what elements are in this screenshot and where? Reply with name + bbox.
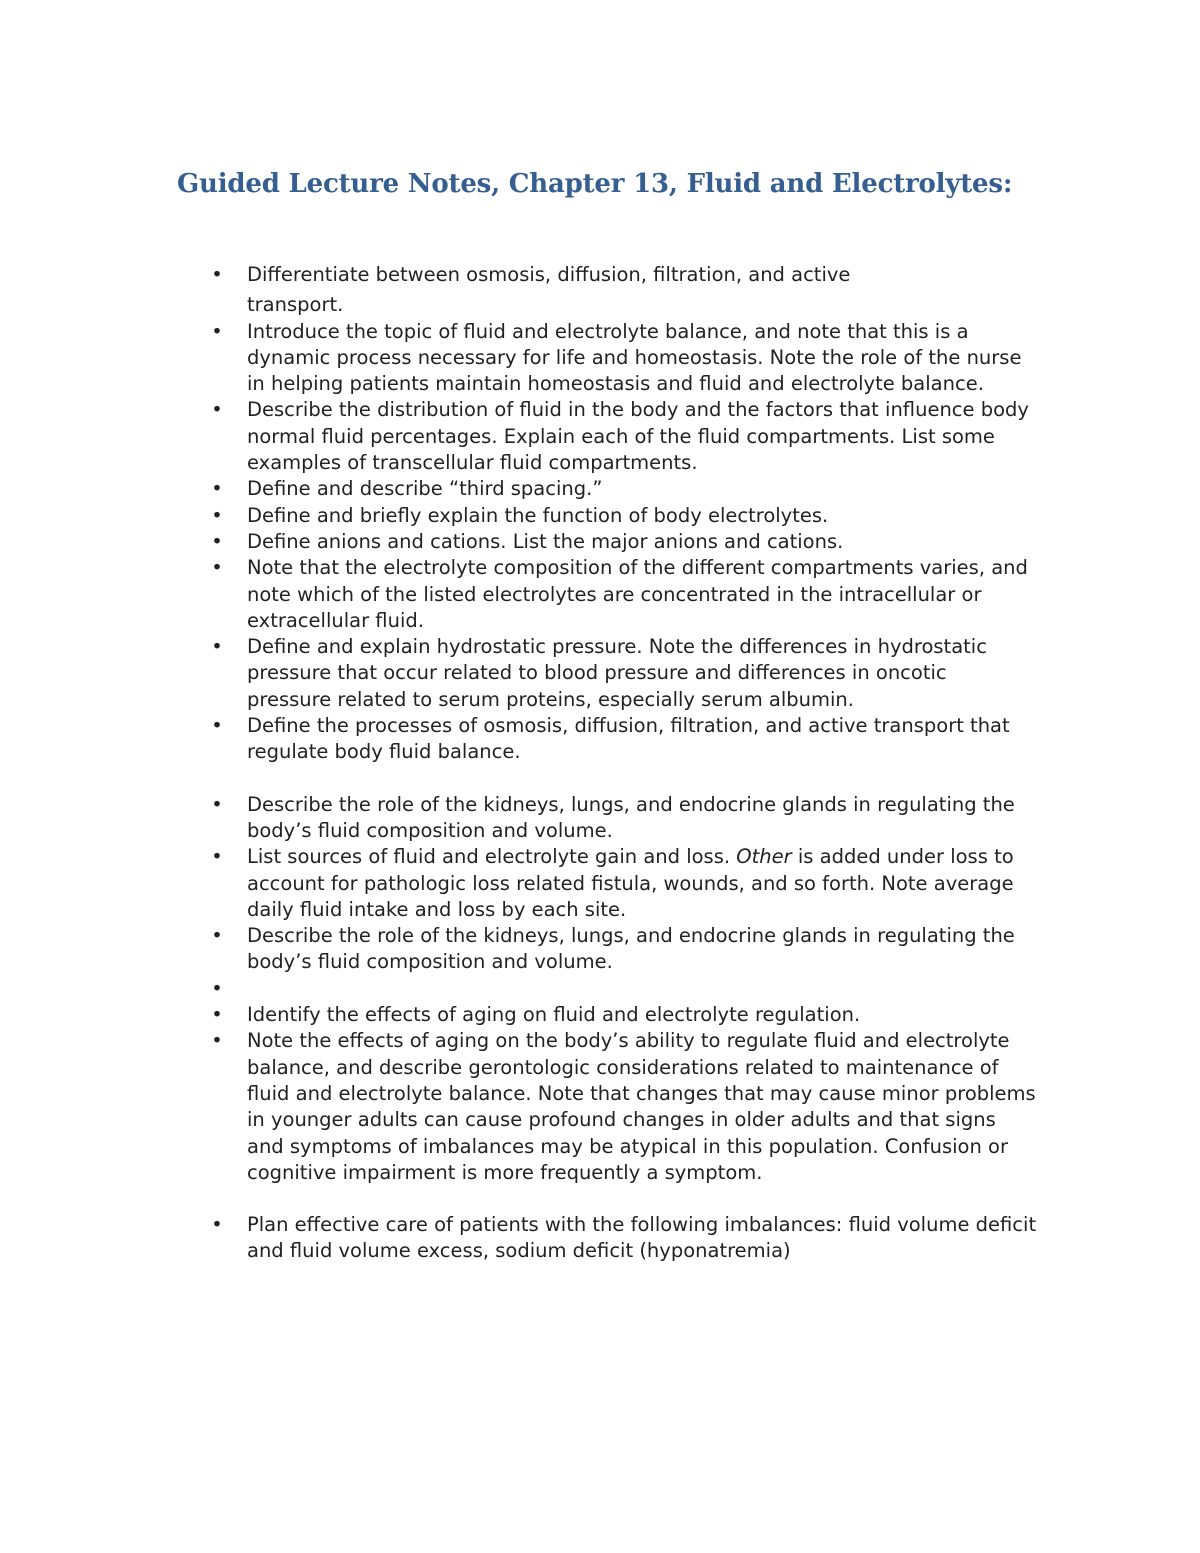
bullet-icon: • <box>211 1213 223 1237</box>
list-item <box>0 1002 1037 1028</box>
list-item <box>0 476 1037 502</box>
list-item-empty <box>0 976 1037 1002</box>
bullet-icon: • <box>211 529 223 553</box>
list-item-text: Define and briefly explain the function of body electrolytes. <box>247 503 829 527</box>
bullet-icon: • <box>211 319 223 343</box>
emphasized-word: Other <box>736 845 792 869</box>
list-item <box>0 713 1037 766</box>
bullet-icon: • <box>211 714 223 738</box>
list-item <box>0 634 1037 713</box>
list-item-text: Define and describe “third spacing.” <box>247 477 603 501</box>
list-item <box>0 503 1037 529</box>
list-item <box>0 262 1037 319</box>
list-item-text: Note that the electrolyte composition of the different compartments varies, and note which of the listed electrolytes are concentrated in the intracellular or extracellular fluid. <box>247 556 1028 632</box>
list-item-text: Define the processes of osmosis, diffusion, filtration, and active transport that regulate body fluid balance. <box>247 714 1010 764</box>
bullet-icon: • <box>211 503 223 527</box>
list-item-text: Describe the role of the kidneys, lungs, and endocrine glands in regulating the body’s fluid composition and volume. <box>247 924 1015 974</box>
bullet-icon: • <box>211 477 223 501</box>
list-item-text-part: List sources of fluid and electrolyte gain and loss. <box>247 845 737 869</box>
list-item <box>0 1028 1037 1186</box>
list-item <box>0 923 1037 976</box>
bullet-icon: • <box>211 1029 223 1053</box>
list-item-text: Describe the role of the kidneys, lungs, and endocrine glands in regulating the body’s fluid composition and volume. <box>247 792 1015 842</box>
list-item-text: Describe the distribution of fluid in the body and the factors that influence body normal fluid percentages. Explain each of the fluid compartments. List some examples of transcellular fluid compartments. <box>247 398 1029 475</box>
bullet-icon: • <box>211 556 223 580</box>
list-item <box>0 844 1037 923</box>
bullet-icon: • <box>211 924 223 948</box>
bullet-icon: • <box>211 1003 223 1027</box>
list-item-text-continued: transport. <box>247 293 344 317</box>
bullet-icon: • <box>211 635 223 659</box>
list-item-text: Identify the effects of aging on fluid and electrolyte regulation. <box>247 1003 861 1027</box>
list-item-text: Define and explain hydrostatic pressure. Note the differences in hydrostatic pressure that occur related to blood pressure and differences in oncotic pressure related to serum proteins, especially serum albumin. <box>247 635 987 711</box>
list-item <box>0 555 1037 634</box>
list-item-text: Plan effective care of patients with the following imbalances: fluid volume deficit and fluid volume excess, sodium deficit (hyponatremia) <box>247 1213 1037 1263</box>
list-item-text-part: is added under loss to account for pathologic loss related fistula, wounds, and so forth. Note average daily fluid intake and loss by each site. <box>247 845 1014 921</box>
list-item-text: Introduce the topic of fluid and electrolyte balance, and note that this is a dynamic process necessary for life and homeostasis. Note the role of the nurse in helping patients maintain homeostasis and fluid and electrolyte balance. <box>247 319 1022 396</box>
list-item <box>0 529 1037 555</box>
list-item-text: Define anions and cations. List the major anions and cations. <box>247 529 844 553</box>
bullet-icon: • <box>211 845 223 869</box>
list-item <box>0 319 1037 398</box>
bullet-icon: • <box>211 398 223 422</box>
page-title: Guided Lecture Notes, Chapter 13, Fluid and Electrolytes: <box>177 169 1013 199</box>
list-item-text: Note the effects of aging on the body’s ability to regulate fluid and electrolyte balance, and describe gerontologic considerations related to maintenance of fluid and electrolyte balance. Note that changes that may cause minor problems in younger adults can cause profound changes in older adults and that signs and symptoms of imbalances may be atypical in this population. Confusion or cognitive impairment is more frequently a symptom. <box>247 1029 1036 1184</box>
bullet-icon: • <box>211 263 223 286</box>
bullet-icon: • <box>211 792 223 816</box>
list-item <box>0 397 1037 476</box>
bullet-icon: • <box>211 976 223 1000</box>
list-item-text: Differentiate between osmosis, diffusion, filtration, and active <box>247 263 851 286</box>
list-item-text <box>247 845 1014 921</box>
objectives-list <box>0 262 1200 1265</box>
list-item <box>0 1212 1037 1265</box>
list-item <box>0 792 1037 845</box>
